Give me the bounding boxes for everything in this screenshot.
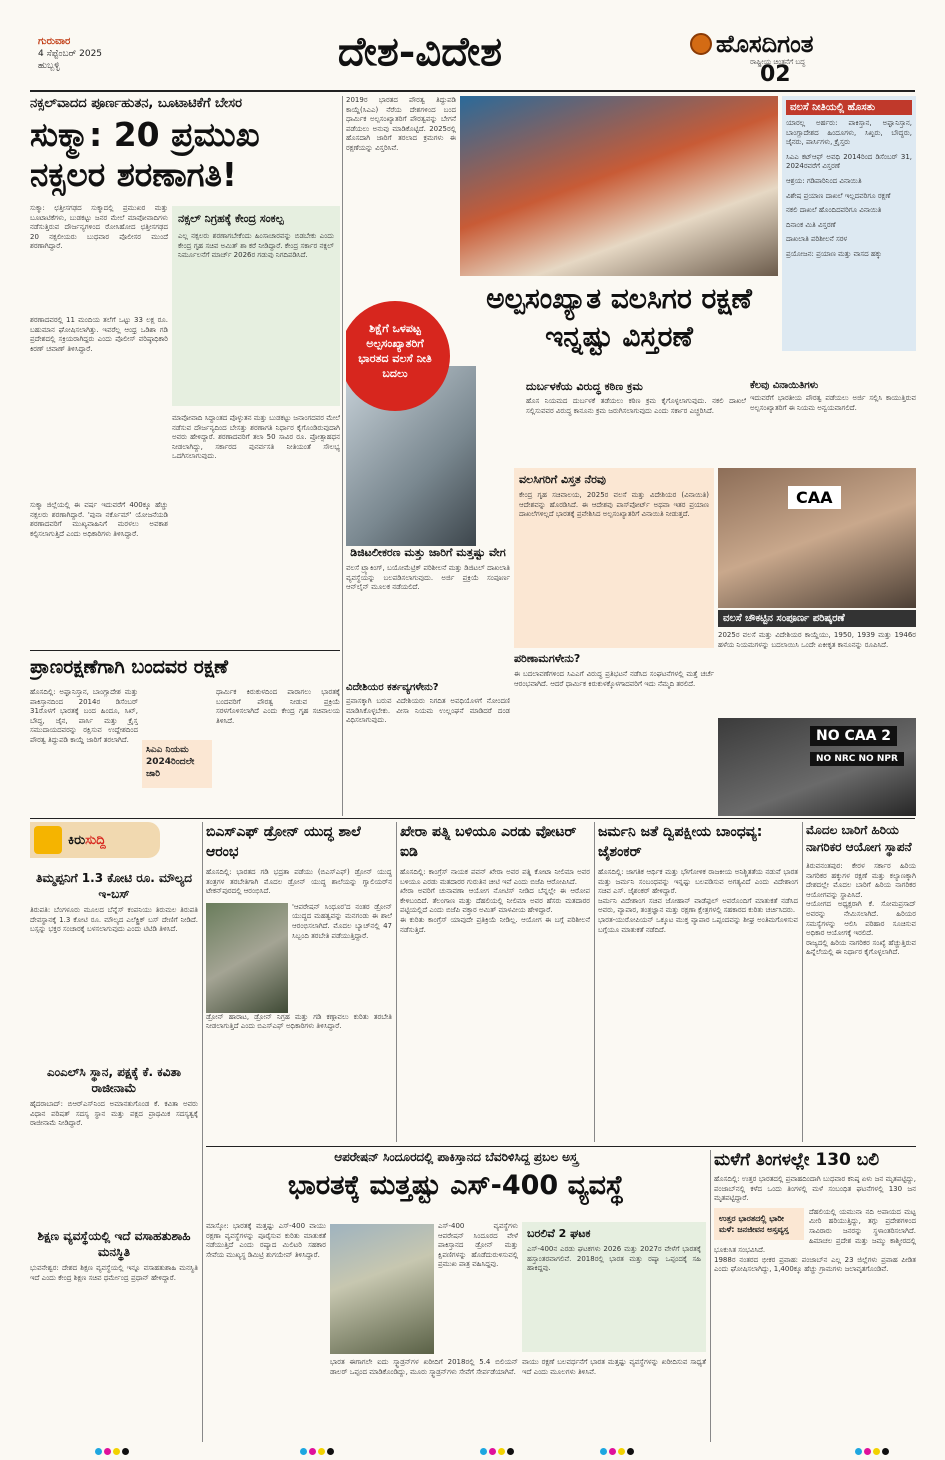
relief-body: ಕೇಂದ್ರ ಗೃಹ ಸಚಿವಾಲಯ, 2025ರ ವಲಸೆ ಮತ್ತು ವಿದೇಶಿಯರ (ವಿನಾಯಿತಿ) ಆದೇಶವನ್ನು ಹೊರಡಿಸಿದೆ. ಈ ಆದೇಶವು ಪಾಸ್‌ಪೋರ್ಟ್ ಅಥವಾ ಇತರ ಪ್ರಯಾಣ ದಾಖಲೆಗಳಿಲ್ಲದೆ ಭಾರತಕ್ಕೆ ಪ್ರವೇಶಿಸಿದ ಅಲ್ಪಸಂಖ್ಯಾತರಿಗೆ ವಿನಾಯಿತಿ ನೀಡುತ್ತದೆ.	[519, 491, 709, 519]
policy-item: ಸಿಎಎ ಕಟ್‌ಆಫ್ ಅವಧಿ 2014ರಿಂದ ಡಿಸೆಂಬರ್ 31, 2024ರವರೆಗೆ ವಿಸ್ತರಣೆ	[786, 152, 912, 171]
registration-dot	[95, 1448, 102, 1455]
khera-body-2: ಖೇರಾ ಅವರಿಗೆ ಚುನಾವಣಾ ಆಯೋಗ ನೋಟಿಸ್ ನೀಡಿದ ಬೆನ್ನಲ್ಲೇ ಈ ಆರೋಪ ಕೇಳಿಬಂದಿದೆ. ತೆಲಂಗಾಣ ಮತ್ತು ದೆಹಲಿಯಲ್ಲಿ ನೀಲಿಮಾ ಅವರ ಹೆಸರು ಮತದಾರರ ಪಟ್ಟಿಯಲ್ಲಿದೆ ಎಂದು ಬಿಜೆಪಿ ವಕ್ತಾರ ಅಮಿತ್ ಮಾಳವೀಯ ಹೇಳಿದ್ದಾರೆ.	[400, 887, 590, 915]
paper-name: ಹೊಸದಿಗಂತ	[716, 30, 814, 58]
policy-item: ದಿನಾಂಕ ಮಿತಿ ವಿಸ್ತರಣೆ	[786, 220, 836, 229]
s400-kicker: ಆಪರೇಷನ್ ಸಿಂದೂರದಲ್ಲಿ ಪಾಕಿಸ್ತಾನದ ಬೆವರಿಳಿಸಿದ್ದ ಪ್ರಬಲ ಅಸ್ತ್ರ	[334, 1150, 578, 1164]
s400-body-3: ಭಾರತ ಈಗಾಗಲೇ ಐದು ಸ್ಕ್ವಾಡ್ರನ್‌ಗಳ ಖರೀದಿಗೆ 2018ರಲ್ಲಿ 5.4 ಬಿಲಿಯನ್ ಡಾಲರ್ ಒಪ್ಪಂದ ಮಾಡಿಕೊಂಡಿದ್ದು, ಮೂರು ಸ್ಕ್ವಾಡ್ರನ್‌ಗಳು ಸೇವೆಗೆ ಸೇರ್ಪಡೆಯಾಗಿವೆ.	[330, 1358, 518, 1376]
naxal-body-2: ಮಾವೋವಾದಿ ಸಿದ್ಧಾಂತದ ಪೊಳ್ಳುತನ ಮತ್ತು ಬುಡಕಟ್ಟು ಜನಾಂಗದವರ ಮೇಲೆ ನಡೆಸುವ ದೌರ್ಜನ್ಯದಿಂದ ಬೇಸತ್ತು ಶರಣಾಗತಿ ನಿರ್ಧಾರ ಕೈಗೊಂಡಿರುವುದಾಗಿ ಅವರು ಹೇಳಿದ್ದಾರೆ. ಶರಣಾದವರಿಗೆ ತಲಾ 50 ಸಾವಿರ ರೂ. ಪ್ರೋತ್ಸಾಹಧನ ನೀಡಲಾಗಿದ್ದು, ಸರ್ಕಾರದ ಪುನರ್ವಸತಿ ನೀತಿಯಂತೆ ಸೌಲಭ್ಯ ಒದಗಿಸಲಾಗುವುದು.	[172, 414, 340, 461]
registration-dot	[609, 1448, 616, 1455]
foreign-block	[346, 682, 510, 812]
exempt-title: ಕೆಲವು ವಿನಾಯಿತಿಗಳು	[750, 380, 819, 391]
caa-feature	[346, 96, 916, 816]
page-number: 02	[760, 62, 791, 87]
registration-dot	[489, 1448, 496, 1455]
megaphone-icon	[34, 826, 62, 854]
brief-3-title: ಶಿಕ್ಷಣ ವ್ಯವಸ್ಥೆಯಲ್ಲಿ ಇದೆ ವಸಾಹತುಶಾಹಿ ಮನಸ್ಥಿತಿ	[37, 1229, 191, 1259]
elders-body-2: ಆಯೋಗದ ಅಧ್ಯಕ್ಷರಾಗಿ ಕೆ. ಸೋಮಪ್ರಸಾದ್ ಅವರನ್ನು ನೇಮಿಸಲಾಗಿದೆ. ಹಿರಿಯರ ಸಮಸ್ಯೆಗಳನ್ನು ಆಲಿಸಿ ಪರಿಹಾರ ಸೂಚಿಸುವ ಅಧಿಕಾರ ಆಯೋಗಕ್ಕೆ ಇರಲಿದೆ.	[806, 900, 916, 938]
registration-dot	[327, 1448, 334, 1455]
registration-dot	[627, 1448, 634, 1455]
registration-dot	[618, 1448, 625, 1455]
rain-box: ಉತ್ತರ ಭಾರತದಲ್ಲಿ ಭಾರೀ ಮಳೆ: ಜನಜೀವನ ಅಸ್ತವ್ಯಸ್ತ	[714, 1208, 804, 1240]
protest-caption: ವಲಸೆ ಚೌಕಟ್ಟಿನ ಸಂಪೂರ್ಣ ಪರಿಷ್ಕರಣೆ	[718, 610, 916, 627]
policy-item: ದಾಖಲಾತಿ ಪರಿಶೀಲನೆ ಸರಳ	[786, 235, 848, 244]
paper-logo	[690, 30, 890, 90]
hardline-block	[526, 380, 746, 465]
policy-list	[786, 119, 912, 260]
registration-dot	[600, 1448, 607, 1455]
relief-title: ವಲಸಿಗರಿಗೆ ವಿಸ್ತತ ನೆರವು	[519, 473, 606, 486]
dateline-city: ಹುಬ್ಬಳ್ಳಿ	[38, 61, 60, 71]
rescue-body-2: ಧಾರ್ಮಿಕ ಕಿರುಕುಳದಿಂದ ಪಾರಾಗಲು ಭಾರತಕ್ಕೆ ಬಂದವರಿಗೆ ಪೌರತ್ವ ನೀಡುವ ಪ್ರಕ್ರಿಯೆ ಸರಳಗೊಳಿಸಲಾಗಿದೆ ಎಂದು ಕೇಂದ್ರ ಗೃಹ ಸಚಿವಾಲಯ ತಿಳಿಸಿದೆ.	[216, 688, 340, 725]
registration-dot	[498, 1448, 505, 1455]
khera-body-1: ಹೊಸದಿಲ್ಲಿ: ಕಾಂಗ್ರೆಸ್ ನಾಯಕ ಪವನ್ ಖೇರಾ ಅವರ ಪತ್ನಿ ಕೋಟಾ ನೀಲಿಮಾ ಅವರ ಬಳಿಯೂ ಎರಡು ಮತದಾರರ ಗುರುತಿನ ಚೀಟಿ ಇವೆ ಎಂದು ಬಿಜೆಪಿ ಆರೋಪಿಸಿದೆ.	[400, 868, 590, 886]
kirusuddi-label	[30, 822, 160, 858]
germany-body-3: ಭಾರತ-ಯುರೋಪಿಯನ್ ಒಕ್ಕೂಟ ಮುಕ್ತ ವ್ಯಾಪಾರ ಒಪ್ಪಂದವನ್ನು ಶೀಘ್ರ ಅಂತಿಮಗೊಳಿಸುವ ಬಗ್ಗೆಯೂ ಮಾತುಕತೆ ನಡೆದಿದೆ.	[598, 915, 798, 934]
exempt-block	[750, 380, 916, 465]
s400-story	[206, 1150, 706, 1442]
naxal-story	[30, 96, 340, 646]
digital-title: ಡಿಜಿಟಲೀಕರಣ ಮತ್ತು ಜಾರಿಗೆ ಮತ್ತಷ್ಟು ವೇಗ	[350, 546, 506, 559]
masthead	[0, 0, 945, 95]
registration-dot	[507, 1448, 514, 1455]
naxal-box-body: ಎಲ್ಲ ನಕ್ಸಲರು ಶರಣಾಗಬೇಕೆಂದು ಹಿಂಸಾಚಾರವನ್ನು ಬಿಡಬೇಕು ಎಂದು ಕೇಂದ್ರ ಗೃಹ ಸಚಿವ ಅಮಿತ್ ಶಾ ಕರೆ ನೀಡಿದ್ದಾರೆ. ಕೇಂದ್ರ ಸರ್ಕಾರ ನಕ್ಸಲ್ ನಿರ್ಮೂಲನೆಗೆ ಮಾರ್ಚ್ 2026ರ ಗಡುವು ನಿಗದಿಪಡಿಸಿದೆ.	[178, 232, 334, 260]
germany-headline: ಜರ್ಮನಿ ಜತೆ ದ್ವಿಪಕ್ಷೀಯ ಬಾಂಧವ್ಯ: ಜೈಶಂಕರ್	[598, 824, 763, 860]
bsf-story	[206, 822, 392, 1142]
khera-headline: ಖೇರಾ ಪತ್ನಿ ಬಳಿಯೂ ಎರಡು ವೋಟರ್ ಐಡಿ	[400, 824, 577, 860]
protest-photo-1	[718, 468, 916, 608]
elders-headline: ಮೊದಲ ಬಾರಿಗೆ ಹಿರಿಯ ನಾಗರಿಕರ ಆಯೋಗ ಸ್ಥಾಪನೆ	[806, 823, 912, 854]
elders-body-1: ತಿರುವನಂತಪುರ: ಕೇರಳ ಸರ್ಕಾರ ಹಿರಿಯ ನಾಗರಿಕರ ಹಕ್ಕುಗಳ ರಕ್ಷಣೆ ಮತ್ತು ಕಲ್ಯಾಣಕ್ಕಾಗಿ ದೇಶದಲ್ಲೇ ಮೊದಲ ಬಾರಿಗೆ ಹಿರಿಯ ನಾಗರಿಕರ ಆಯೋಗವನ್ನು ಸ್ಥಾಪಿಸಿದೆ.	[806, 862, 916, 899]
rain-headline: ಮಳೆಗೆ ತಿಂಗಳಲ್ಲೇ 130 ಬಲಿ	[714, 1150, 880, 1170]
rescue-headline: ಪ್ರಾಣರಕ್ಷಣೆಗಾಗಿ ಬಂದವರ ರಕ್ಷಣೆ	[30, 656, 228, 678]
protest-sign-3: NO NRC NO NPR	[810, 752, 904, 766]
s400-headline: ಭಾರತಕ್ಕೆ ಮತ್ತಷ್ಟು ಎಸ್-400 ವ್ಯವಸ್ಥೆ	[287, 1170, 625, 1201]
caa-intro: 2019ರ ಭಾರತದ ಪೌರತ್ವ ತಿದ್ದುಪಡಿ ಕಾಯ್ದೆ(ಸಿಎಎ) ನೆರೆಯ ದೇಶಗಳಿಂದ ಬಂದ ಧಾರ್ಮಿಕ ಅಲ್ಪಸಂಖ್ಯಾತರಿಗೆ ಪೌರತ್ವವನ್ನು ಬೇಗನೆ ಪಡೆಯಲು ಅನುವು ಮಾಡಿಕೊಟ್ಟಿದೆ. 2025ರಲ್ಲಿ ಹೊಸದಾಗಿ ಜಾರಿಗೆ ತರಲಾದ ಕ್ರಮಗಳು ಈ ರಕ್ಷಣೆಯನ್ನು ವಿಸ್ತರಿಸಿವೆ.	[346, 96, 456, 152]
kirusuddi-label-b: ಸುದ್ದಿ	[85, 832, 106, 848]
digital-body: ವಲಸೆ ಟ್ರ್ಯಾಕಿಂಗ್, ಬಯೋಮೆಟ್ರಿಕ್ ಪರಿಶೀಲನೆ ಮತ್ತು ಡಿಜಿಟಲ್ ದಾಖಲಾತಿ ವ್ಯವಸ್ಥೆಯನ್ನು ಬಲಪಡಿಸಲಾಗುವುದು. ಅರ್ಜಿ ಪ್ರಕ್ರಿಯೆ ಸಂಪೂರ್ಣ ಆನ್‌ಲೈನ್ ಮೂಲಕ ನಡೆಯಲಿದೆ.	[346, 564, 510, 592]
registration-dot	[873, 1448, 880, 1455]
policy-box	[782, 96, 916, 351]
naxal-body-1: ಶರಣಾದವರಲ್ಲಿ 11 ಮಂದಿಯ ತಲೆಗೆ ಒಟ್ಟು 33 ಲಕ್ಷ ರೂ. ಬಹುಮಾನ ಘೋಷಿಸಲಾಗಿತ್ತು. ಇವರೆಲ್ಲ ಆಂಧ್ರ ಒಡಿಶಾ ಗಡಿ ಪ್ರದೇಶದಲ್ಲಿ ಸಕ್ರಿಯರಾಗಿದ್ದರು ಎಂದು ಪೊಲೀಸ್ ವರಿಷ್ಠಾಧಿಕಾರಿ ಕಿರಣ್ ಚವಾಣ್ ತಿಳಿಸಿದ್ದಾರೆ.	[30, 316, 168, 353]
s400-box-title: ಬರಲಿವೆ 2 ಘಟಕ	[527, 1227, 591, 1240]
registration-marks	[0, 1446, 945, 1458]
policy-item: ಯಾರಲ್ಲ ಅರ್ಹರು: ಪಾಕಿಸ್ತಾನ, ಅಫ್ಘಾನಿಸ್ತಾನ, ಬಾಂಗ್ಲಾದೇಶದ ಹಿಂದೂಗಳು, ಸಿಖ್ಖರು, ಬೌದ್ಧರು, ಜೈನರು, ಪಾರ್ಸಿಗಳು, ಕ್ರೈಸ್ತರು	[786, 119, 912, 147]
registration-dot	[309, 1448, 316, 1455]
paper-emblem-icon	[690, 33, 712, 55]
s400-body-4: ವಾಯು ರಕ್ಷಣೆ ಬಲವರ್ಧನೆಗೆ ಭಾರತ ಮತ್ತಷ್ಟು ವ್ಯವಸ್ಥೆಗಳನ್ನು ಖರೀದಿಸುವ ಸಾಧ್ಯತೆ ಇದೆ ಎಂದು ಮೂಲಗಳು ತಿಳಿಸಿವೆ.	[522, 1358, 706, 1376]
kirusuddi	[30, 822, 198, 1442]
dateline-day: ಗುರುವಾರ	[38, 36, 71, 47]
hardline-body: ಹೊಸ ನಿಯಮದ ದುರ್ಬಳಕೆ ತಡೆಯಲು ಕಠಿಣ ಕ್ರಮ ಕೈಗೊಳ್ಳಲಾಗುವುದು. ನಕಲಿ ದಾಖಲೆ ಸಲ್ಲಿಸುವವರ ವಿರುದ್ಧ ಕಾನೂನು ಕ್ರಮ ಜರುಗಿಸಲಾಗುವುದು ಎಂದು ಸರ್ಕಾರ ಎಚ್ಚರಿಸಿದೆ.	[526, 397, 746, 415]
result-title: ಪರಿಣಾಮಗಳೇನು?	[514, 652, 581, 665]
registration-dot	[122, 1448, 129, 1455]
paper-tagline: ರಾಷ್ಟ್ರೀಯ ಚಿಂತನೆಗೆ ಬದ್ಧ	[750, 58, 806, 66]
s400-photo	[330, 1224, 434, 1354]
s400-box	[522, 1222, 706, 1352]
relief-box	[514, 468, 714, 648]
bsf-body-3: ಡ್ರೋನ್ ಹಾರಾಟ, ಡ್ರೋನ್ ನಿಗ್ರಹ ಮತ್ತು ಗಡಿ ಕಣ್ಗಾವಲು ಕುರಿತು ತರಬೇತಿ ನೀಡಲಾಗುತ್ತಿದೆ ಎಂದು ಬಿಎಸ್‌ಎಫ್ ಅಧಿಕಾರಿಗಳು ತಿಳಿಸಿದ್ದಾರೆ.	[206, 1012, 392, 1031]
naxal-box	[172, 206, 340, 406]
foreign-body: ಪ್ರವಾಸಕ್ಕಾಗಿ ಬರುವ ವಿದೇಶಿಯರು ನಿಗದಿತ ಅವಧಿಯೊಳಗೆ ನೋಂದಣಿ ಮಾಡಿಸಿಕೊಳ್ಳಬೇಕು. ವೀಸಾ ನಿಯಮ ಉಲ್ಲಂಘನೆ ಮಾಡಿದರೆ ದಂಡ ವಿಧಿಸಲಾಗುವುದು.	[346, 697, 510, 725]
result-body: ಈ ಬದಲಾವಣೆಗಳಿಂದ ಸಿಎಎಗೆ ವಿರುದ್ಧ ಪ್ರತಿಭಟನೆ ನಡೆಸಿದ ಸಂಘಟನೆಗಳಲ್ಲಿ ಮತ್ತೆ ಚರ್ಚೆ ಆರಂಭವಾಗಿದೆ. ಆದರೆ ಧಾರ್ಮಿಕ ಕಿರುಕುಳಕ್ಕೊಳಗಾದವರಿಗೆ ಇದು ನೆಮ್ಮದಿ ತರಲಿದೆ.	[514, 670, 714, 688]
brief-2-title: ಎಂಎಲ್‌ಸಿ ಸ್ಥಾನ, ಪಕ್ಷಕ್ಕೆ ಕೆ. ಕವಿತಾ ರಾಜೀನಾಮೆ	[47, 1065, 181, 1095]
foreign-title: ವಿದೇಶಿಯರ ಕರ್ತವ್ಯಗಳೇನು?	[346, 682, 439, 693]
registration-dot	[864, 1448, 871, 1455]
protest-body: 2025ರ ವಲಸೆ ಮತ್ತು ವಿದೇಶಿಯರ ಕಾಯ್ದೆಯು, 1950, 1939 ಮತ್ತು 1946ರ ಹಳೆಯ ನಿಯಮಗಳನ್ನು ಬದಲಾಯಿಸಿ ಒಂದೇ ಏಕೀಕೃತ ಕಾನೂನನ್ನು ರೂಪಿಸಿದೆ.	[718, 631, 916, 649]
elders-story	[806, 822, 916, 1142]
protest-caption-block	[718, 610, 916, 720]
hardline-title: ದುರ್ಬಳಕೆಯ ವಿರುದ್ಧ ಕಠಿಣ ಕ್ರಮ	[526, 380, 643, 393]
bsf-headline: ಬಿಎಸ್‌ಎಫ್ ಡ್ರೋನ್ ಯುದ್ಧ ಶಾಲೆ ಆರಂಭ	[206, 824, 361, 860]
dateline-date: 4 ಸೆಪ್ಟೆಂಬರ್ 2025	[38, 49, 103, 59]
registration-dot	[855, 1448, 862, 1455]
bsf-body-1: ಹೊಸದಿಲ್ಲಿ: ಭಾರತದ ಗಡಿ ಭದ್ರತಾ ಪಡೆಯು (ಬಿಎಸ್‌ಎಫ್) ಡ್ರೋನ್ ಯುದ್ಧ ತಂತ್ರಗಳ ತರಬೇತಿಗಾಗಿ ಮೊದಲ ಡ್ರೋನ್ ಯುದ್ಧ ಶಾಲೆಯನ್ನು ಗ್ವಾಲಿಯರ್‌ನ ಟೇಕನ್‌ಪುರದಲ್ಲಿ ಆರಂಭಿಸಿದೆ.	[206, 868, 392, 896]
khera-story	[400, 822, 590, 1142]
brief-1-body: ತಿರುಪತಿ: ಬೆಂಗಳೂರು ಮೂಲದ ಬೆನ್ನೆಸ್ ಕಂಪನಿಯು ತಿರುಮಲ ತಿರುಪತಿ ದೇವಸ್ಥಾನಕ್ಕೆ 1.3 ಕೋಟಿ ರೂ. ಮೌಲ್ಯದ ಎಲೆಕ್ಟ್ರಿಕ್ ಬಸ್ ದೇಣಿಗೆ ನೀಡಿದೆ. ಬಸ್ಸನ್ನು ಭಕ್ತರ ಸಂಚಾರಕ್ಕೆ ಬಳಸಲಾಗುವುದು ಎಂದು ಟಿಟಿಡಿ ತಿಳಿಸಿದೆ.	[30, 906, 198, 934]
caa-rally-photo	[460, 96, 778, 276]
registration-dot	[318, 1448, 325, 1455]
kirusuddi-label-a: ಕಿರು	[68, 832, 86, 848]
rain-story	[714, 1150, 916, 1442]
s400-box-body: ಎಸ್-400ನ ಎರಡು ಘಟಕಗಳು 2026 ಮತ್ತು 2027ರ ವೇಳೆಗೆ ಭಾರತಕ್ಕೆ ಹಸ್ತಾಂತರವಾಗಲಿವೆ. 2018ರಲ್ಲಿ ಭಾರತ ಮತ್ತು ರಷ್ಯಾ ಒಪ್ಪಂದಕ್ಕೆ ಸಹಿ ಹಾಕಿದ್ದವು.	[527, 1245, 701, 1273]
rain-body-2: ದೆಹಲಿಯಲ್ಲಿ ಯಮುನಾ ನದಿ ಅಪಾಯದ ಮಟ್ಟ ಮೀರಿ ಹರಿಯುತ್ತಿದ್ದು, ತಗ್ಗು ಪ್ರದೇಶಗಳಿಂದ ಸಾವಿರಾರು ಜನರನ್ನು ಸ್ಥಳಾಂತರಿಸಲಾಗಿದೆ. ಹಿಮಾಚಲ ಪ್ರದೇಶ ಮತ್ತು ಜಮ್ಮು ಕಾಶ್ಮೀರದಲ್ಲಿ ಭೂಕುಸಿತ ಸಂಭವಿಸಿದೆ.	[714, 1207, 916, 1255]
rain-body-3: 1988ರ ನಂತರದ ಭೀಕರ ಪ್ರವಾಹ: ಪಂಜಾಬ್‌ನ ಎಲ್ಲ 23 ಜಿಲ್ಲೆಗಳು ಪ್ರವಾಹ ಪೀಡಿತ ಎಂದು ಘೋಷಿಸಲಾಗಿದ್ದು, 1,400ಕ್ಕೂ ಹೆಚ್ಚು ಗ್ರಾಮಗಳು ಜಲಾವೃತಗೊಂಡಿವೆ.	[714, 1255, 916, 1274]
caa-badge: ಶಿಕ್ಷೆಗೆ ಒಳಪಟ್ಟ ಅಲ್ಪಸಂಖ್ಯಾತರಿಗೆ ಭಾರತದ ವಲಸೆ ನೀತಿ ಬದಲು	[346, 301, 450, 411]
khera-body-3: ಈ ಕುರಿತು ಕಾಂಗ್ರೆಸ್ ಯಾವುದೇ ಪ್ರತಿಕ್ರಿಯೆ ನೀಡಿಲ್ಲ. ಆಯೋಗ ಈ ಬಗ್ಗೆ ಪರಿಶೀಲನೆ ನಡೆಸುತ್ತಿದೆ.	[400, 915, 590, 934]
germany-story	[598, 822, 798, 1142]
brief-3-body: ಭುವನೇಶ್ವರ: ದೇಶದ ಶಿಕ್ಷಣ ವ್ಯವಸ್ಥೆಯಲ್ಲಿ ಇನ್ನೂ ವಸಾಹತುಶಾಹಿ ಮನಸ್ಥಿತಿ ಇದೆ ಎಂದು ಕೇಂದ್ರ ಶಿಕ್ಷಣ ಸಚಿವ ಧರ್ಮೇಂದ್ರ ಪ್ರಧಾನ್ ಹೇಳಿದ್ದಾರೆ.	[30, 1264, 198, 1282]
elders-body-3: ರಾಜ್ಯದಲ್ಲಿ ಹಿರಿಯ ನಾಗರಿಕರ ಸಂಖ್ಯೆ ಹೆಚ್ಚುತ್ತಿರುವ ಹಿನ್ನೆಲೆಯಲ್ಲಿ ಈ ನಿರ್ಧಾರ ಕೈಗೊಳ್ಳಲಾಗಿದೆ.	[806, 938, 916, 957]
registration-dot	[104, 1448, 111, 1455]
protest-sign-1: CAA	[788, 486, 841, 509]
section-title: ದೇಶ-ವಿದೇಶ	[337, 28, 503, 75]
registration-dot	[480, 1448, 487, 1455]
dateline	[38, 36, 158, 86]
exempt-body: ಇದುವರೆಗೆ ಭಾರತೀಯ ಪೌರತ್ವ ಪಡೆಯಲು ಅರ್ಜಿ ಸಲ್ಲಿಸಿ ಕಾಯುತ್ತಿರುವ ಅಲ್ಪಸಂಖ್ಯಾತರಿಗೆ ಈ ನಿಯಮ ಅನ್ವಯವಾಗಲಿದೆ.	[750, 394, 916, 412]
rescue-body: ಹೊಸದಿಲ್ಲಿ: ಅಫ್ಘಾನಿಸ್ತಾನ, ಬಾಂಗ್ಲಾದೇಶ ಮತ್ತು ಪಾಕಿಸ್ತಾನದಿಂದ 2014ರ ಡಿಸೆಂಬರ್ 31ರೊಳಗೆ ಭಾರತಕ್ಕೆ ಬಂದ ಹಿಂದೂ, ಸಿಖ್, ಬೌದ್ಧ, ಜೈನ, ಪಾರ್ಸಿ ಮತ್ತು ಕ್ರೈಸ್ತ ಸಮುದಾಯದವರನ್ನು ರಕ್ಷಿಸುವ ಉದ್ದೇಶದಿಂದ ಪೌರತ್ವ ತಿದ್ದುಪಡಿ ಕಾಯ್ದೆ ಜಾರಿಗೆ ತರಲಾಗಿದೆ.	[30, 688, 138, 744]
germany-body-2: ಜರ್ಮನಿ ವಿದೇಶಾಂಗ ಸಚಿವ ಜೋಹಾನ್ ವಾಡೆಫುಲ್ ಅವರೊಂದಿಗೆ ಮಾತುಕತೆ ನಡೆಸಿದ ಅವರು, ವ್ಯಾಪಾರ, ತಂತ್ರಜ್ಞಾನ ಮತ್ತು ರಕ್ಷಣಾ ಕ್ಷೇತ್ರಗಳಲ್ಲಿ ಸಹಕಾರದ ಕುರಿತು ಚರ್ಚಿಸಿದರು.	[598, 896, 798, 915]
bsf-photo	[206, 903, 288, 1013]
germany-body-1: ಹೊಸದಿಲ್ಲಿ: ಜಾಗತಿಕ ಆರ್ಥಿಕ ಮತ್ತು ಭೌಗೋಳಿಕ ರಾಜಕೀಯ ಅನಿಶ್ಚಿತತೆಯ ನಡುವೆ ಭಾರತ ಮತ್ತು ಜರ್ಮನಿ ಸಂಬಂಧವನ್ನು ಇನ್ನಷ್ಟು ಬಲಪಡಿಸುವ ಅಗತ್ಯವಿದೆ ಎಂದು ವಿದೇಶಾಂಗ ಸಚಿವ ಎಸ್. ಜೈಶಂಕರ್ ಹೇಳಿದ್ದಾರೆ.	[598, 868, 798, 896]
policy-item: ನಕಲಿ ದಾಖಲೆ ಹೊಂದಿದವರಿಗೂ ವಿನಾಯಿತಿ	[786, 206, 882, 215]
s400-body-2: ಎಸ್-400 ವ್ಯವಸ್ಥೆಗಳು ಆಪರೇಷನ್ ಸಿಂದೂರದ ವೇಳೆ ಪಾಕಿಸ್ತಾನದ ಡ್ರೋನ್ ಮತ್ತು ಕ್ಷಿಪಣಿಗಳನ್ನು ಹೊಡೆದುರುಳಿಸುವಲ್ಲಿ ಪ್ರಮುಖ ಪಾತ್ರ ವಹಿಸಿದ್ದವು.	[438, 1222, 518, 1269]
policy-item: ವಿಶೇಷ ಪ್ರಯಾಣ ದಾಖಲೆ ಇಲ್ಲದವರಿಗೂ ರಕ್ಷಣೆ	[786, 191, 891, 200]
caa-headline: ಅಲ್ಪಸಂಖ್ಯಾತ ವಲಸಿಗರ ರಕ್ಷಣೆ ಇನ್ನಷ್ಟು ವಿಸ್ತರಣೆ	[486, 282, 752, 353]
digital-block	[346, 546, 510, 676]
policy-item: ಪ್ರಯೋಜನ: ಪ್ರಯಾಣ ಮತ್ತು ವಾಸದ ಹಕ್ಕು	[786, 249, 882, 258]
bsf-body-2: 'ಆಪರೇಷನ್ ಸಿಂಧೂರ'ದ ನಂತರ ಡ್ರೋನ್ ಯುದ್ಧದ ಮಹತ್ವವನ್ನು ಮನಗಂಡು ಈ ಶಾಲೆ ಆರಂಭಿಸಲಾಗಿದೆ. ಮೊದಲ ಬ್ಯಾಚ್‌ನಲ್ಲಿ 47 ಸಿಬ್ಬಂದಿ ತರಬೇತಿ ಪಡೆಯುತ್ತಿದ್ದಾರೆ.	[292, 902, 392, 940]
brief-2-body: ಹೈದರಾಬಾದ್: ಬಿಆರ್‌ಎಸ್‌ನಿಂದ ಅಮಾನತುಗೊಂಡ ಕೆ. ಕವಿತಾ ಅವರು ವಿಧಾನ ಪರಿಷತ್ ಸದಸ್ಯ ಸ್ಥಾನ ಮತ್ತು ಪಕ್ಷದ ಪ್ರಾಥಮಿಕ ಸದಸ್ಯತ್ವಕ್ಕೆ ರಾಜೀನಾಮೆ ನೀಡಿದ್ದಾರೆ.	[30, 1100, 198, 1128]
registration-dot	[300, 1448, 307, 1455]
policy-title: ವಲಸೆ ನೀತಿಯಲ್ಲಿ ಹೊಸತು	[786, 100, 912, 115]
protest-sign-2: NO CAA 2	[810, 726, 897, 746]
s400-body-1: ಮಾಸ್ಕೋ: ಭಾರತಕ್ಕೆ ಮತ್ತಷ್ಟು ಎಸ್-400 ವಾಯು ರಕ್ಷಣಾ ವ್ಯವಸ್ಥೆಗಳನ್ನು ಪೂರೈಸುವ ಕುರಿತು ಮಾತುಕತೆ ನಡೆಯುತ್ತಿದೆ ಎಂದು ರಷ್ಯಾದ ಮಿಲಿಟರಿ ಸಹಕಾರ ಸೇವೆಯ ಮುಖ್ಯಸ್ಥ ಡಿಮಿಟ್ರಿ ಶುಗಯೇವ್ ತಿಳಿಸಿದ್ದಾರೆ.	[206, 1222, 326, 1259]
brief-1-title: ತಿಮ್ಮಪ್ಪನಿಗೆ 1.3 ಕೋಟಿ ರೂ. ಮೌಲ್ಯದ ಇ-ಬಸ್	[35, 871, 193, 901]
rescue-story	[30, 650, 340, 815]
registration-dot	[113, 1448, 120, 1455]
registration-dot	[882, 1448, 889, 1455]
result-block	[514, 652, 714, 812]
naxal-box-title: ನಕ್ಸಲ್ ನಿಗ್ರಹಕ್ಕೆ ಕೇಂದ್ರ ಸಂಕಲ್ಪ	[178, 212, 284, 225]
rescue-box: ಸಿಎಎ ನಿಯಮ 2024ರಿಂದಲೇ ಜಾರಿ	[142, 740, 212, 788]
naxal-body-3: ಸುಕ್ಮಾ ಜಿಲ್ಲೆಯಲ್ಲಿ ಈ ವರ್ಷ ಇದುವರೆಗೆ 400ಕ್ಕೂ ಹೆಚ್ಚು ನಕ್ಸಲರು ಶರಣಾಗಿದ್ದಾರೆ. 'ಪುನಾ ನರ್ಕೊಮ್' ಯೋಜನೆಯಡಿ ಶರಣಾದವರಿಗೆ ಮುಖ್ಯವಾಹಿನಿಗೆ ಮರಳಲು ಅವಕಾಶ ಕಲ್ಪಿಸಲಾಗುತ್ತಿದೆ ಎಂದು ಅಧಿಕಾರಿಗಳು ತಿಳಿಸಿದ್ದಾರೆ.	[30, 501, 168, 538]
rain-body-1: ಹೊಸದಿಲ್ಲಿ: ಉತ್ತರ ಭಾರತದಲ್ಲಿ ಪ್ರವಾಹದಿಂದಾಗಿ ಬುಧವಾರ ಕನಿಷ್ಠ ಏಳು ಜನ ಮೃತಪಟ್ಟಿದ್ದು, ಪಂಜಾಬ್‌ನಲ್ಲಿ ಕಳೆದ ಒಂದು ತಿಂಗಳಲ್ಲಿ ಮಳೆ ಸಂಬಂಧಿತ ಘಟನೆಗಳಲ್ಲಿ 130 ಜನ ಮೃತಪಟ್ಟಿದ್ದಾರೆ.	[714, 1175, 916, 1203]
policy-item: ಆಶ್ರಯ: ಗಡಿಪಾರಿನಿಂದ ವಿನಾಯಿತಿ	[786, 176, 862, 185]
naxal-lead: ಸುಕ್ಮಾ: ಛತ್ತೀಸಗಢದ ಸುಕ್ಮಾದಲ್ಲಿ ಪ್ರಮುಖರ ಮತ್ತು ಬೂಟಾಟಿಕೆಗಳು, ಬುಡಕಟ್ಟು ಜನರ ಮೇಲೆ ಮಾವೋವಾದಿಗಳು ನಡೆಸುತ್ತಿರುವ ದೌರ್ಜನ್ಯಗಳಿಂದ ರೋಸಿಹೋದ ಛತ್ತೀಸಗಢದ 20 ನಕ್ಸಲೀಯರು ಬುಧವಾರ ಪೊಲೀಸರ ಮುಂದೆ ಶರಣಾಗಿದ್ದಾರೆ.	[30, 204, 168, 251]
protest-photo-2	[718, 718, 916, 816]
naxal-kicker: ನಕ್ಸಲ್‌ವಾದದ ಪೂರ್ಣಹುತನ, ಬೂಟಾಟಿಕೆಗೆ ಬೇಸರ	[30, 96, 242, 111]
naxal-headline: ಸುಕ್ಮಾ: 20 ಪ್ರಮುಖ ನಕ್ಸಲರ ಶರಣಾಗತಿ!	[30, 115, 260, 194]
